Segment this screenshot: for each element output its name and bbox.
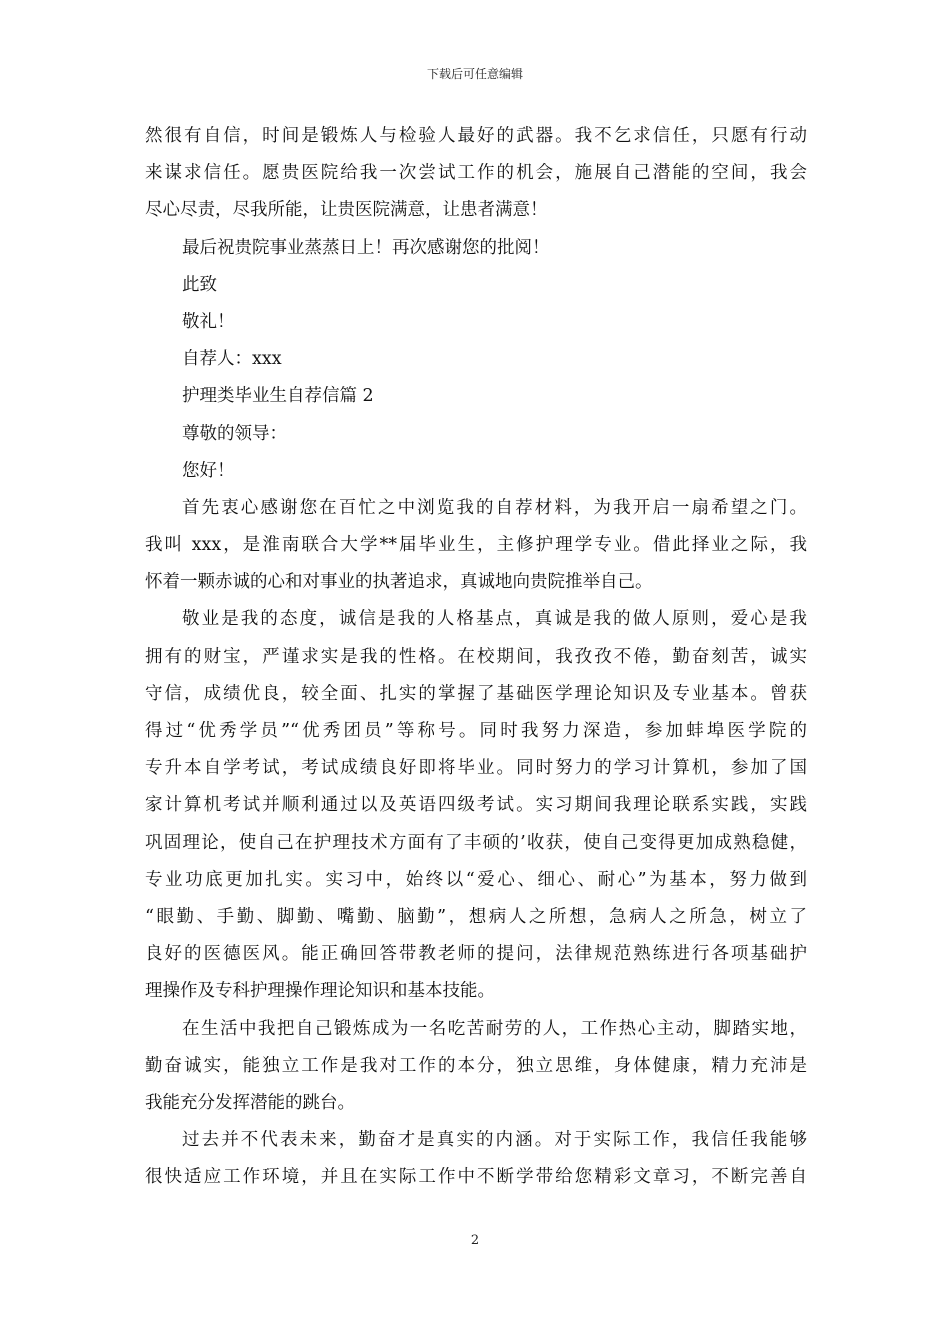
text-line: 然很有自信，时间是锻炼人与检验人最好的武器。我不乞求信任，只愿有行动: [145, 126, 807, 146]
text-line: 敬业是我的态度，诚信是我的人格基点，真诚是我的做人原则，爱心是我: [182, 609, 807, 630]
text-line: 最后祝贵院事业蒸蒸日上！再次感谢您的批阅！: [182, 237, 550, 258]
text-line: 来谋求信任。愿贵医院给我一次尝试工作的机会，施展自己潜能的空间，我会: [145, 163, 807, 184]
text-line: 得过“优秀学员”“优秀团员”等称号。同时我努力深造，参加蚌埠医学院的: [145, 721, 807, 741]
text-line: 怀着一颗赤诚的心和对事业的执著追求，真诚地向贵院推举自己。: [145, 572, 653, 593]
text-line: 尊敬的领导：: [182, 423, 287, 444]
text-line: 家计算机考试并顺利通过以及英语四级考试。实习期间我理论联系实践，实践: [145, 795, 807, 816]
text-line: 过去并不代表未来，勤奋才是真实的内涵。对于实际工作，我信任我能够: [182, 1130, 807, 1151]
page-header: 下载后可任意编辑: [426, 67, 523, 81]
text-line: 尽心尽责，尽我所能，让贵医院满意，让患者满意！: [145, 200, 548, 221]
text-line: 很快适应工作环境，并且在实际工作中不断学带给您精彩文章习，不断完善自: [145, 1167, 807, 1188]
text-line: 此致: [182, 274, 217, 295]
text-line: 护理类毕业生自荐信篇 2: [182, 386, 374, 407]
text-line: 自荐人：xxx: [182, 349, 282, 370]
text-line: 巩固理论，使自己在护理技术方面有了丰硕的’收获，使自己变得更加成熟稳健，: [145, 832, 807, 853]
text-line: 拥有的财宝，严谨求实是我的性格。在校期间，我孜孜不倦，勤奋刻苦，诚实: [145, 646, 807, 667]
text-line: 良好的医德医风。能正确回答带教老师的提问，法律规范熟练进行各项基础护: [145, 944, 807, 965]
text-line: 理操作及专科护理操作理论知识和基本技能。: [145, 981, 495, 1002]
text-line: 专业功底更加扎实。实习中，始终以“爱心、细心、耐心”为基本，努力做到: [145, 869, 807, 890]
page-number: 2: [470, 1233, 480, 1248]
text-line: 敬礼！: [182, 311, 235, 332]
text-line: 专升本自学考试，考试成绩良好即将毕业。同时努力的学习计算机，参加了国: [145, 758, 807, 779]
text-line: “眼勤、手勤、脚勤、嘴勤、脑勤”，想病人之所想，急病人之所急，树立了: [145, 906, 807, 927]
text-line: 勤奋诚实，能独立工作是我对工作的本分，独立思维，身体健康，精力充沛是: [145, 1055, 807, 1076]
text-line: 在生活中我把自己锻炼成为一名吃苦耐劳的人，工作热心主动，脚踏实地，: [182, 1018, 807, 1039]
body-text: [145, 118, 807, 1196]
text-line: 您好！: [182, 460, 235, 481]
text-line: 我能充分发挥潜能的跳台。: [145, 1092, 355, 1113]
text-line: 我叫 xxx，是淮南联合大学**届毕业生，主修护理学专业。借此择业之际，我: [145, 535, 807, 556]
text-line: 守信，成绩优良，较全面、扎实的掌握了基础医学理论知识及专业基本。曾获: [145, 683, 807, 704]
text-line: 首先衷心感谢您在百忙之中浏览我的自荐材料，为我开启一扇希望之门。: [182, 497, 807, 518]
